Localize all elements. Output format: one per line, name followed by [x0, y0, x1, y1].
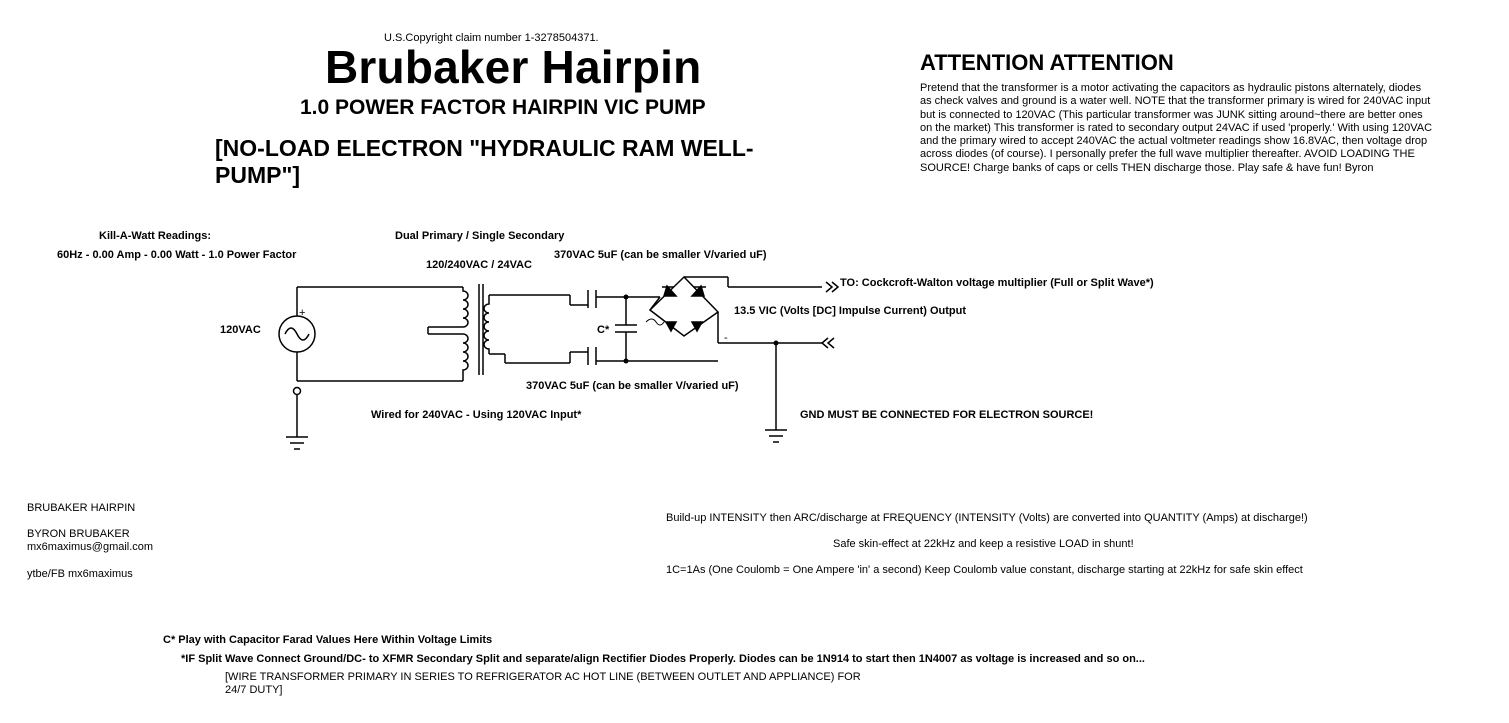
- output-arrow-negative: [822, 338, 834, 348]
- copyright-claim: U.S.Copyright claim number 1-3278504371.: [384, 32, 599, 44]
- attention-heading: ATTENTION ATTENTION: [920, 50, 1174, 75]
- ac-sine-wave: [285, 328, 309, 340]
- skin-effect-note: Safe skin-effect at 22kHz and keep a resistive LOAD in shunt!: [833, 538, 1134, 550]
- author-project: BRUBAKER HAIRPIN: [27, 502, 136, 514]
- author-name: BYRON BRUBAKER: [27, 528, 130, 540]
- killawatt-title: Kill-A-Watt Readings:: [99, 230, 212, 242]
- subtitle-power-factor: 1.0 POWER FACTOR HAIRPIN VIC PUMP: [300, 96, 706, 119]
- page-title: Brubaker Hairpin: [325, 41, 702, 93]
- primary-coil-lower: [463, 334, 468, 381]
- coulomb-note: 1C=1As (One Coulomb = One Ampere 'in' a second) Keep Coulomb value constant, discharge starting at 22kHz for safe skin effect: [666, 564, 1303, 576]
- terminal-circle: [294, 388, 301, 395]
- intensity-note: Build-up INTENSITY then ARC/discharge at FREQUENCY (INTENSITY (Volts) are converted into QUANTITY (Amps) at discharge!): [666, 512, 1308, 524]
- split-wave-note: *IF Split Wave Connect Ground/DC- to XFMR Secondary Split and separate/align Rectifier Diodes Properly. Diodes can be 1N914 to start then 1N4007 as voltage is increased and so on...: [181, 653, 1145, 665]
- capacitor-top-label: 370VAC 5uF (can be smaller V/varied uF): [554, 249, 767, 261]
- bridge-rectifier: [650, 277, 718, 336]
- primary-coil-upper: [463, 287, 468, 327]
- ground-note: GND MUST BE CONNECTED FOR ELECTRON SOURCE!: [800, 409, 1094, 421]
- wiring-note: Wired for 240VAC - Using 120VAC Input*: [371, 409, 582, 421]
- output-vic-label: 13.5 VIC (Volts [DC] Impulse Current) Output: [734, 305, 967, 317]
- author-email: mx6maximus@gmail.com: [27, 541, 154, 553]
- capacitor-mid-label: C*: [597, 324, 610, 336]
- author-social: ytbe/FB mx6maximus: [27, 568, 133, 580]
- output-destination-label: TO: Cockcroft-Walton voltage multiplier (Full or Split Wave*): [840, 277, 1154, 289]
- capacitor-bottom-label: 370VAC 5uF (can be smaller V/varied uF): [526, 380, 739, 392]
- source-voltage-label: 120VAC: [220, 324, 261, 336]
- transformer-type: Dual Primary / Single Secondary: [395, 230, 565, 242]
- output-arrow-positive: [826, 282, 838, 292]
- secondary-coil: [484, 295, 489, 354]
- attention-body: Pretend that the transformer is a motor activating the capacitors as hydraulic pistons alternately, diodes as check valves and ground is a water well. NOTE that the transformer primary is wired for 240VAC input but is connected to 120VAC (This particular transformer was JUNK sitting around~there are better ones on the market) This transformer is rated to secondary output 24VAC if used 'properly.' With using 120VAC and the primary wired to accept 240VAC the actual voltmeter readings show 16.8VAC, then voltage drop across diodes (of course). I personally prefer the full wave multiplier thereafter. AVOID LOADING THE SOURCE! Charge banks of caps or cells THEN discharge those. Play safe & have fun! Byron: [920, 82, 1433, 174]
- source-plus-sign: +: [299, 307, 306, 319]
- wire-transformer-note: [WIRE TRANSFORMER PRIMARY IN SERIES TO REFRIGERATOR AC HOT LINE (BETWEEN OUTLET AND APPLIANCE) FOR 24/7 DUTY]: [225, 671, 861, 696]
- bridge-minus-sign: -: [724, 332, 728, 344]
- killawatt-values: 60Hz - 0.00 Amp - 0.00 Watt - 1.0 Power Factor: [57, 249, 297, 261]
- subtitle-no-load: [NO-LOAD ELECTRON "HYDRAULIC RAM WELL-PUMP"]: [215, 135, 754, 188]
- transformer-rating: 120/240VAC / 24VAC: [426, 259, 532, 271]
- capacitor-play-note: C* Play with Capacitor Farad Values Here Within Voltage Limits: [163, 634, 493, 646]
